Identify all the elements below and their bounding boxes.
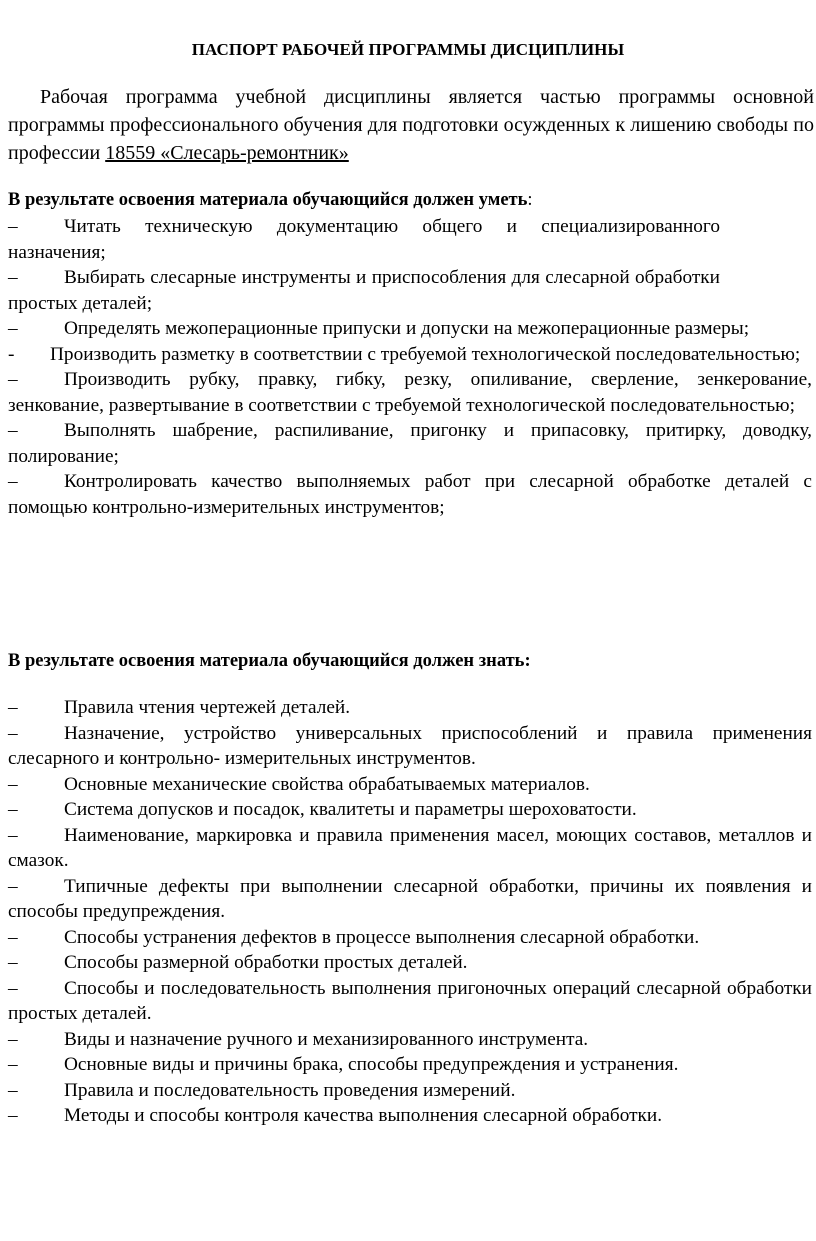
intro-text: Рабочая программа учебной дисциплины является частью программы основной программы профессионального обучения для подготовки осужденных к лишению свободы по профессии	[8, 86, 814, 164]
dash-marker: -	[8, 343, 15, 365]
knowledge-item	[8, 823, 812, 874]
knowledge-item	[8, 1027, 812, 1053]
dash-marker: –	[8, 824, 18, 846]
knowledge-text: Правила чтения чертежей деталей.	[64, 697, 351, 718]
page-title: ПАСПОРТ РАБОЧЕЙ ПРОГРАММЫ ДИСЦИПЛИНЫ	[191, 40, 625, 59]
skill-text: Выбирать слесарные инструменты и приспособления для слесарной обработки простых деталей;	[8, 267, 720, 314]
knowledge-item	[8, 695, 812, 721]
skill-text: Определять межоперационные припуски и допуски на межоперационные размеры;	[64, 318, 750, 339]
skill-item	[8, 469, 812, 520]
knowledge-text: Методы и способы контроля качества выполнения слесарной обработки.	[64, 1105, 663, 1126]
dash-marker: –	[8, 1079, 18, 1101]
knowledge-text: Способы и последовательность выполнения пригоночных операций слесарной обработки простых деталей.	[8, 977, 812, 1024]
knowledge-item	[8, 1103, 812, 1129]
knowledge-text: Основные виды и причины брака, способы предупреждения и устранения.	[64, 1054, 679, 1075]
knowledge-text: Типичные дефекты при выполнении слесарной обработки, причины их появления и способы предупреждения.	[8, 875, 812, 922]
dash-marker: –	[8, 697, 18, 718]
knowledge-list	[8, 695, 812, 1129]
skills-heading-colon: :	[527, 190, 533, 210]
knowledge-item	[8, 721, 812, 772]
intro-paragraph	[8, 83, 814, 167]
dash-marker: –	[8, 722, 18, 744]
knowledge-item	[8, 772, 812, 798]
knowledge-text: Способы размерной обработки простых деталей.	[64, 952, 468, 973]
skills-heading	[8, 187, 814, 213]
knowledge-text: Виды и назначение ручного и механизированного инструмента.	[64, 1028, 589, 1050]
skill-text: Читать техническую документацию общего и специализированного назначения;	[8, 216, 720, 263]
profession-name: 18559 «Слесарь-ремонтник»	[105, 142, 349, 164]
knowledge-text: Основные механические свойства обрабатываемых материалов.	[64, 773, 590, 795]
dash-marker: –	[8, 420, 18, 441]
skill-item	[8, 214, 720, 265]
knowledge-text: Наименование, маркировка и правила применения масел, моющих составов, металлов и смазок.	[8, 824, 812, 871]
dash-marker: –	[8, 926, 18, 948]
skill-item	[8, 367, 812, 418]
knowledge-item	[8, 1078, 812, 1104]
knowledge-text: Правила и последовательность проведения измерений.	[64, 1079, 516, 1101]
dash-marker: –	[8, 1105, 18, 1126]
dash-marker: –	[8, 799, 18, 820]
skill-item	[8, 342, 812, 368]
dash-marker: –	[8, 318, 18, 339]
skill-item	[8, 265, 720, 316]
skill-item	[8, 316, 778, 342]
knowledge-text: Система допусков и посадок, квалитеты и параметры шероховатости.	[64, 799, 637, 820]
skill-item	[8, 418, 812, 469]
dash-marker: –	[8, 1054, 18, 1075]
dash-marker: –	[8, 1028, 18, 1050]
knowledge-item	[8, 950, 812, 976]
skills-list	[8, 214, 812, 520]
knowledge-heading: В результате освоения материала обучающийся должен знать:	[8, 651, 531, 671]
dash-marker: –	[8, 875, 18, 897]
skills-heading-text: В результате освоения материала обучающийся должен уметь	[8, 190, 528, 210]
skill-text: Производить разметку в соответствии с требуемой технологической последовательностью;	[50, 343, 801, 365]
dash-marker: –	[8, 977, 18, 999]
knowledge-item	[8, 925, 812, 951]
dash-marker: –	[8, 267, 18, 288]
knowledge-item	[8, 874, 812, 925]
dash-marker: –	[8, 773, 18, 795]
knowledge-item	[8, 797, 812, 823]
knowledge-item	[8, 976, 812, 1027]
dash-marker: –	[8, 216, 18, 237]
knowledge-item	[8, 1052, 812, 1078]
skill-text: Производить рубку, правку, гибку, резку, опиливание, сверление, зенкерование, зенкование, развертывание в соответствии с требуемой технологической последовательностью;	[8, 369, 812, 416]
skill-text: Выполнять шабрение, распиливание, пригонку и припасовку, притирку, доводку, полирование;	[8, 420, 812, 467]
knowledge-text: Способы устранения дефектов в процессе выполнения слесарной обработки.	[64, 926, 700, 948]
knowledge-text: Назначение, устройство универсальных приспособлений и правила применения слесарного и контрольно- измерительных инструментов.	[8, 722, 812, 769]
dash-marker: –	[8, 471, 18, 492]
dash-marker: –	[8, 952, 18, 973]
skill-text: Контролировать качество выполняемых работ при слесарной обработке деталей с помощью контрольно-измерительных инструментов;	[8, 471, 812, 518]
dash-marker: –	[8, 369, 18, 390]
